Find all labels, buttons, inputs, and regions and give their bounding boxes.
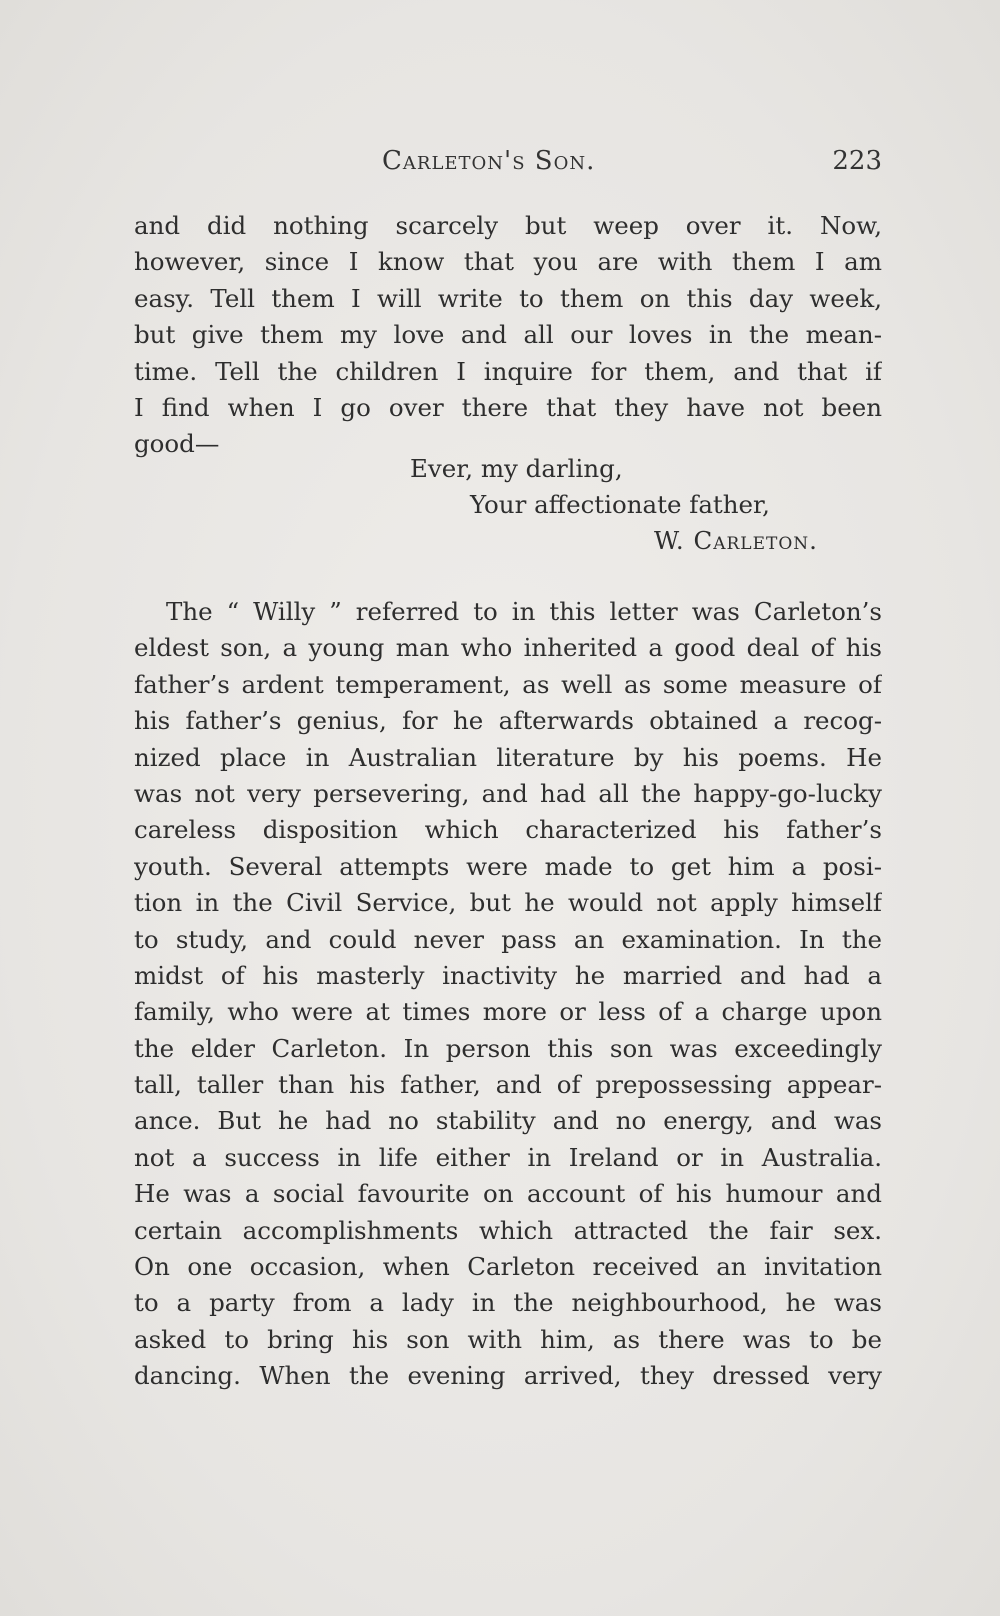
- paragraph-line: to study, and could never pass an examination. In the: [134, 924, 882, 954]
- paragraph-line: On one occasion, when Carleton received an invitation: [134, 1252, 882, 1282]
- paragraph-line: eldest son, a young man who inherited a good deal of his: [134, 633, 882, 663]
- letter-line: however, since I know that you are with them I am: [134, 247, 882, 277]
- letter-line: good—: [134, 429, 220, 459]
- paragraph-line: careless disposition which characterized his father’s: [134, 815, 882, 845]
- paragraph-line: midst of his masterly inactivity he married and had a: [134, 960, 882, 990]
- body-paragraph: [134, 594, 882, 1395]
- paragraph-line: tion in the Civil Service, but he would not apply himself: [134, 888, 882, 918]
- paragraph-line: family, who were at times more or less of a charge upon: [134, 997, 882, 1027]
- paragraph-line: He was a social favourite on account of his humour and: [134, 1179, 882, 1209]
- paragraph-line: dancing. When the evening arrived, they dressed very: [134, 1361, 882, 1391]
- letter-line: and did nothing scarcely but weep over it. Now,: [134, 211, 882, 240]
- closing-signoff: Your affectionate father,: [470, 490, 770, 519]
- letter-line: I find when I go over there that they have not been: [134, 392, 882, 422]
- running-title: Carleton's Son.: [382, 146, 596, 176]
- paragraph-line: youth. Several attempts were made to get him a posi-: [134, 851, 882, 881]
- paragraph-line: certain accomplishments which attracted the fair sex.: [134, 1215, 882, 1245]
- paragraph-line: tall, taller than his father, and of prepossessing appear-: [134, 1070, 882, 1100]
- paragraph-line: The “ Willy ” referred to in this letter was Carleton’s: [166, 597, 882, 626]
- page-number: 223: [832, 146, 882, 176]
- paragraph-line: his father’s genius, for he afterwards obtained a recog-: [134, 706, 882, 736]
- paragraph-line: nized place in Australian literature by his poems. He: [134, 742, 882, 772]
- paragraph-line: not a success in life either in Ireland or in Australia.: [134, 1142, 882, 1172]
- paragraph-line: the elder Carleton. In person this son was exceedingly: [134, 1033, 882, 1063]
- closing-signature: W. Carleton.: [654, 526, 818, 555]
- paragraph-line: asked to bring his son with him, as there was to be: [134, 1324, 882, 1354]
- letter-line: easy. Tell them I will write to them on this day week,: [134, 283, 882, 313]
- paragraph-line: ance. But he had no stability and no energy, and was: [134, 1106, 882, 1136]
- letter-text: [134, 208, 882, 463]
- paragraph-line: father’s ardent temperament, as well as some measure of: [134, 669, 882, 699]
- closing-salutation: Ever, my darling,: [410, 454, 623, 483]
- letter-line: but give them my love and all our loves in the mean-: [134, 320, 882, 350]
- paragraph-line: was not very persevering, and had all the happy-go-lucky: [134, 778, 882, 808]
- paragraph-line: to a party from a lady in the neighbourhood, he was: [134, 1288, 882, 1318]
- page-header: [134, 146, 882, 186]
- letter-line: time. Tell the children I inquire for them, and that if: [134, 356, 882, 386]
